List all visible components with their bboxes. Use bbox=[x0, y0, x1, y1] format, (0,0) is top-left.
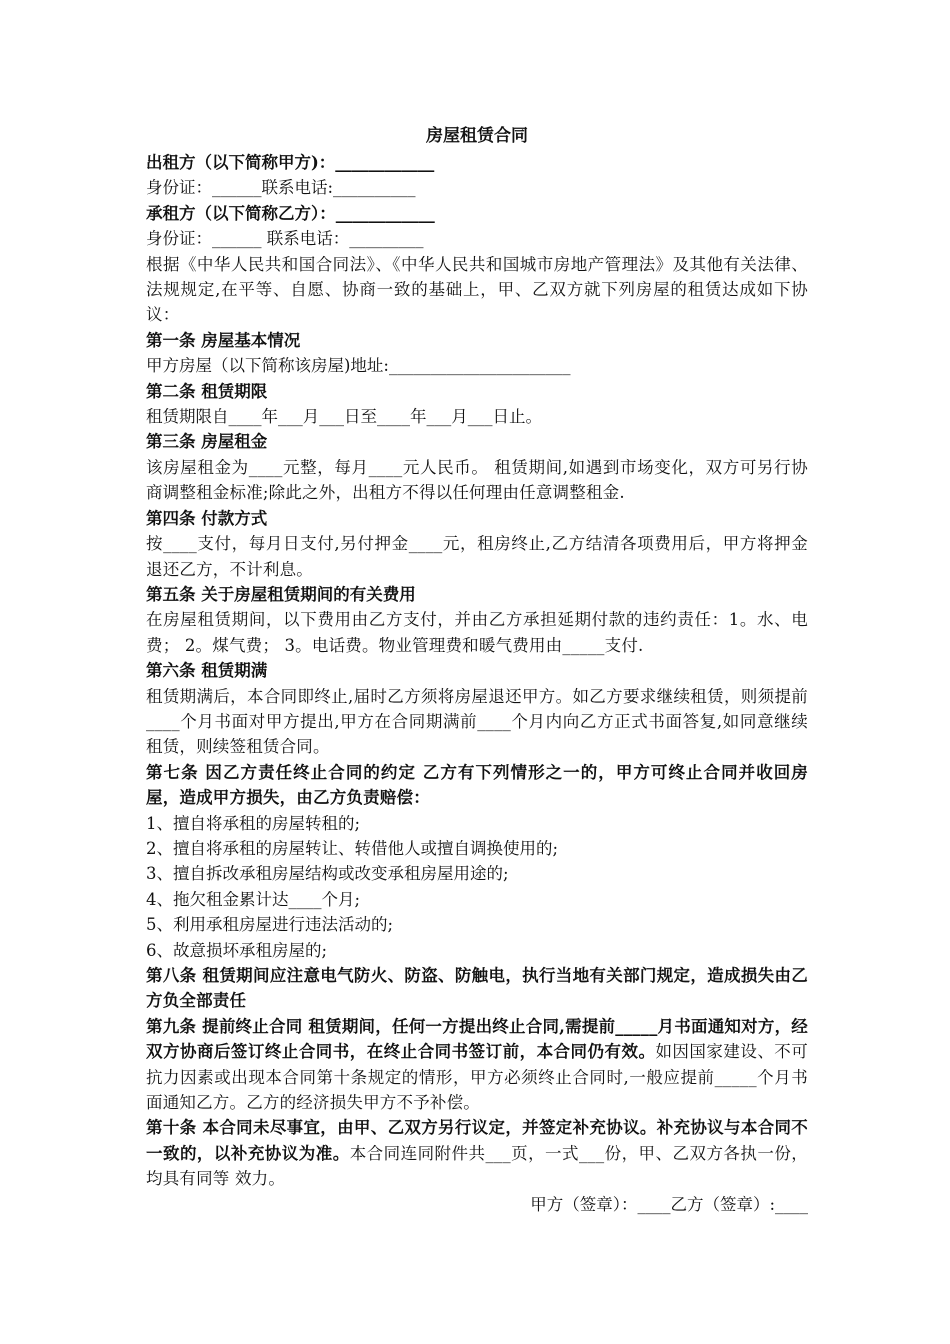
article-4-text: 按____支付，每月日支付,另付押金____元，租房终止,乙方结清各项费用后，甲方将押金退还乙方，不计利息。 bbox=[146, 534, 808, 579]
article-10-text: 本合同连同附件共___页，一式___份，甲、乙双方各执一份，均具有同等 效力。 bbox=[146, 1143, 809, 1189]
article-7-item: 3、擅自拆改承租房屋结构或改变承租房屋用途的; bbox=[146, 864, 509, 884]
article-7-item: 2、擅自将承租的房屋转让、转借他人或擅自调换使用的; bbox=[146, 838, 559, 858]
lessee-line: 承租方（以下简称乙方）：____________ bbox=[146, 203, 435, 223]
article-2-text: 租赁期限自____年___月___日至____年___月___日止。 bbox=[146, 407, 542, 427]
article-10-heading: 第十条 本合同未尽事宜，由甲、乙双方另行议定，并签定补充协议。补充协议与本合同不一致的，以补充协议为准。 bbox=[146, 1118, 808, 1163]
article-3-heading: 第三条 房屋租金 bbox=[146, 432, 268, 452]
preamble: 根据《中华人民共和国合同法》、《中华人民共和国城市房地产管理法》及其他有关法律、法规规定,在平等、自愿、协商一致的基础上，甲、乙双方就下列房屋的租赁达成如下协议： bbox=[146, 254, 808, 325]
article-1-heading: 第一条 房屋基本情况 bbox=[146, 330, 301, 350]
article-7-item: 5、利用承租房屋进行违法活动的; bbox=[146, 915, 394, 935]
article-6-heading: 第六条 租赁期满 bbox=[146, 661, 268, 681]
article-7-item: 6、故意损坏承租房屋的; bbox=[146, 940, 328, 960]
article-5-text: 在房屋租赁期间，以下费用由乙方支付，并由乙方承担延期付款的违约责任：1。水、电费； 2。煤气费； 3。电话费。物业管理费和暖气费用由_____支付. bbox=[146, 610, 808, 655]
article-10-paragraph bbox=[146, 1115, 808, 1191]
lessor-info-line: 身份证：______联系电话:__________ bbox=[146, 178, 416, 198]
article-9-heading: 第九条 提前终止合同 租赁期间，任何一方提出终止合同,需提前_____月书面通知对方，经双方协商后签订终止合同书，在终止合同书签订前，本合同仍有效。 bbox=[146, 1016, 808, 1062]
article-7-heading: 第七条 因乙方责任终止合同的约定 乙方有下列情形之一的，甲方可终止合同并收回房屋，造成甲方损失，由乙方负责赔偿： bbox=[146, 762, 808, 808]
article-1-text: 甲方房屋（以下简称该房屋)地址:______________________ bbox=[146, 356, 571, 376]
document-title: 房屋租赁合同 bbox=[426, 126, 528, 146]
article-6-text: 租赁期满后，本合同即终止,届时乙方须将房屋退还甲方。如乙方要求继续租赁，则须提前____个月书面对甲方提出,甲方在合同期满前____个月内向乙方正式书面答复,如同意继续租赁，则续签租赁合同。 bbox=[146, 686, 808, 757]
article-5-heading: 第五条 关于房屋租赁期间的有关费用 bbox=[146, 584, 416, 604]
article-4-heading: 第四条 付款方式 bbox=[146, 508, 268, 528]
lessee-info-line: 身份证：______ 联系电话：_________ bbox=[146, 229, 424, 249]
article-9-paragraph bbox=[146, 1014, 808, 1116]
contract-page bbox=[146, 124, 808, 1217]
article-7-item: 4、拖欠租金累计达____个月; bbox=[146, 889, 361, 909]
lessor-line: 出租方（以下简称甲方)：____________ bbox=[146, 153, 435, 172]
signature-line: 甲方（签章）：____乙方（签章）:____ bbox=[530, 1194, 808, 1214]
article-3-text: 该房屋租金为____元整，每月____元人民币。 租赁期间,如遇到市场变化，双方可另行协商调整租金标准;除此之外，出租方不得以任何理由任意调整租金. bbox=[146, 457, 808, 503]
article-7-item: 1、擅自将承租的房屋转租的; bbox=[146, 813, 361, 833]
article-9-text: 如因国家建设、不可抗力因素或出现本合同第十条规定的情形，甲方必须终止合同时,一般应提前_____个月书面通知乙方。乙方的经济损失甲方不予补偿。 bbox=[146, 1042, 808, 1113]
article-8-heading: 第八条 租赁期间应注意电气防火、防盗、防触电，执行当地有关部门规定，造成损失由乙方负全部责任 bbox=[146, 966, 808, 1011]
article-2-heading: 第二条 租赁期限 bbox=[146, 381, 268, 401]
